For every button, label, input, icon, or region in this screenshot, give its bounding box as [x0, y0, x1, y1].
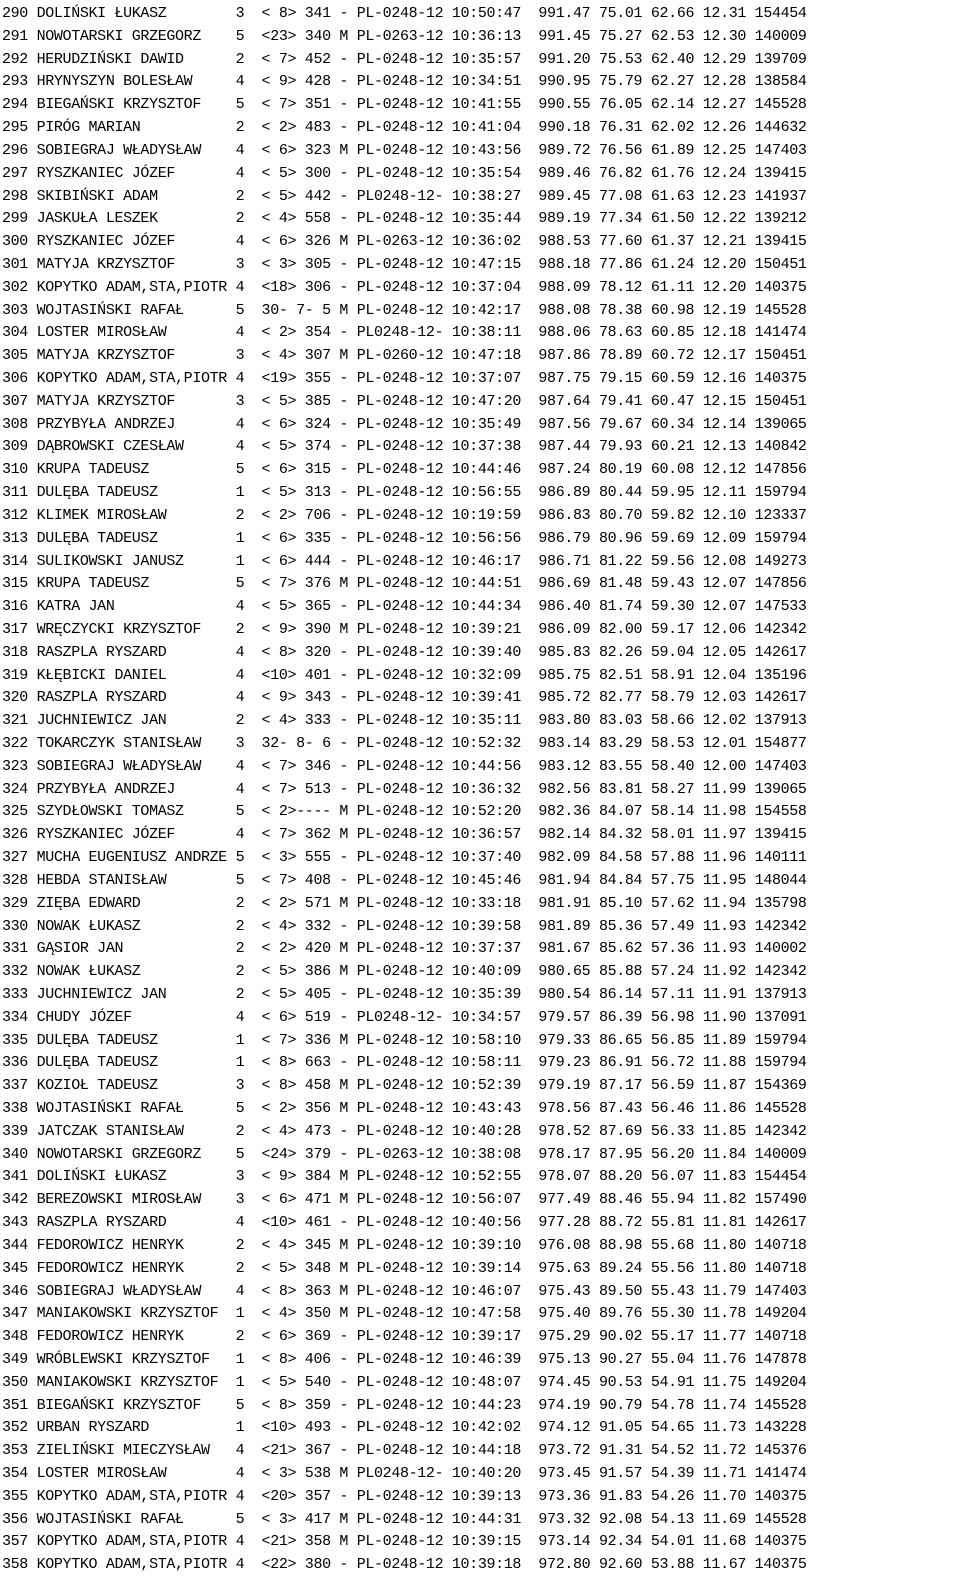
- result-row: 326 RYSZKANIEC JÓZEF 4 < 7> 362 M PL-0248-12 10:36:57 982.14 84.32 58.01 11.97 139415: [2, 826, 807, 844]
- result-row: 327 MUCHA EUGENIUSZ ANDRZE 5 < 3> 555 - PL-0248-12 10:37:40 982.09 84.58 57.88 11.96 140111: [2, 849, 807, 867]
- result-row: 319 KŁĘBICKI DANIEL 4 <10> 401 - PL-0248-12 10:32:09 985.75 82.51 58.91 12.04 135196: [2, 666, 807, 684]
- result-row: 297 RYSZKANIEC JÓZEF 4 < 5> 300 - PL-0248-12 10:35:54 989.46 76.82 61.76 12.24 139415: [2, 164, 807, 182]
- result-row: 298 SKIBIŃSKI ADAM 2 < 5> 442 - PL0248-12- 10:38:27 989.45 77.08 61.63 12.23 141937: [2, 187, 807, 205]
- result-row: 324 PRZYBYŁA ANDRZEJ 4 < 7> 513 - PL-0248-12 10:36:32 982.56 83.81 58.27 11.99 139065: [2, 780, 807, 798]
- result-row: 356 WOJTASIŃSKI RAFAŁ 5 < 3> 417 M PL-0248-12 10:44:31 973.32 92.08 54.13 11.69 145528: [2, 1510, 807, 1528]
- result-row: 295 PIRÓG MARIAN 2 < 2> 483 - PL-0248-12 10:41:04 990.18 76.31 62.02 12.26 144632: [2, 119, 807, 137]
- result-row: 306 KOPYTKO ADAM,STA,PIOTR 4 <19> 355 - PL-0248-12 10:37:07 987.75 79.15 60.59 12.16 140375: [2, 370, 807, 387]
- result-row: 313 DULĘBA TADEUSZ 1 < 6> 335 - PL-0248-12 10:56:56 986.79 80.96 59.69 12.09 159794: [2, 529, 807, 547]
- result-row: 358 KOPYTKO ADAM,STA,PIOTR 4 <22> 380 - PL-0248-12 10:39:18 972.80 92.60 53.88 11.67 140375: [2, 1556, 807, 1574]
- result-row: 353 ZIELIŃSKI MIECZYSŁAW 4 <21> 367 - PL-0248-12 10:44:18 973.72 91.31 54.52 11.72 145376: [2, 1442, 807, 1460]
- result-row: 338 WOJTASIŃSKI RAFAŁ 5 < 2> 356 M PL-0248-12 10:43:43 978.56 87.43 56.46 11.86 145528: [2, 1100, 807, 1117]
- result-row: 355 KOPYTKO ADAM,STA,PIOTR 4 <20> 357 - PL-0248-12 10:39:13 973.36 91.83 54.26 11.70 140375: [2, 1487, 807, 1505]
- result-row: 292 HERUDZIŃSKI DAWID 2 < 7> 452 - PL-0248-12 10:35:57 991.20 75.53 62.40 12.29 139709: [2, 50, 807, 68]
- result-row: 350 MANIAKOWSKI KRZYSZTOF 1 < 5> 540 - PL-0248-12 10:48:07 974.45 90.53 54.91 11.75 149204: [2, 1373, 807, 1391]
- result-row: 357 KOPYTKO ADAM,STA,PIOTR 4 <21> 358 M PL-0248-12 10:39:15 973.14 92.34 54.01 11.68 140375: [2, 1533, 807, 1551]
- result-row: 354 LOSTER MIROSŁAW 4 < 3> 538 M PL0248-12- 10:40:20 973.45 91.57 54.39 11.71 141474: [2, 1465, 807, 1482]
- result-row: 349 WRÓBLEWSKI KRZYSZTOF 1 < 8> 406 - PL-0248-12 10:46:39 975.13 90.27 55.04 11.76 147878: [2, 1350, 807, 1368]
- result-row: 328 HEBDA STANISŁAW 5 < 7> 408 - PL-0248-12 10:45:46 981.94 84.84 57.75 11.95 148044: [2, 871, 807, 889]
- result-row: 300 RYSZKANIEC JÓZEF 4 < 6> 326 M PL-0263-12 10:36:02 988.53 77.60 61.37 12.21 139415: [2, 233, 807, 251]
- result-row: 347 MANIAKOWSKI KRZYSZTOF 1 < 4> 350 M PL-0248-12 10:47:58 975.40 89.76 55.30 11.78 149204: [2, 1305, 807, 1323]
- result-row: 290 DOLIŃSKI ŁUKASZ 3 < 8> 341 - PL-0248-12 10:50:47 991.47 75.01 62.66 12.31 154454: [2, 5, 807, 22]
- result-row: 323 SOBIEGRAJ WŁADYSŁAW 4 < 7> 346 - PL-0248-12 10:44:56 983.12 83.55 58.40 12.00 147403: [2, 757, 807, 775]
- result-row: 343 RASZPLA RYSZARD 4 <10> 461 - PL-0248-12 10:40:56 977.28 88.72 55.81 11.81 142617: [2, 1214, 807, 1232]
- result-row: 312 KLIMEK MIROSŁAW 2 < 2> 706 - PL-0248-12 10:19:59 986.83 80.70 59.82 12.10 123337: [2, 506, 807, 524]
- result-row: 320 RASZPLA RYSZARD 4 < 9> 343 - PL-0248-12 10:39:41 985.72 82.77 58.79 12.03 142617: [2, 689, 807, 707]
- result-row: 299 JASKUŁA LESZEK 2 < 4> 558 - PL-0248-12 10:35:44 989.19 77.34 61.50 12.22 139212: [2, 210, 807, 228]
- result-row: 336 DULĘBA TADEUSZ 1 < 8> 663 - PL-0248-12 10:58:11 979.23 86.91 56.72 11.88 159794: [2, 1054, 807, 1072]
- result-row: 344 FEDOROWICZ HENRYK 2 < 4> 345 M PL-0248-12 10:39:10 976.08 88.98 55.68 11.80 140718: [2, 1236, 807, 1254]
- result-row: 352 URBAN RYSZARD 1 <10> 493 - PL-0248-12 10:42:02 974.12 91.05 54.65 11.73 143228: [2, 1419, 807, 1437]
- result-row: 305 MATYJA KRZYSZTOF 3 < 4> 307 M PL-0260-12 10:47:18 987.86 78.89 60.72 12.17 150451: [2, 347, 807, 365]
- result-row: 302 KOPYTKO ADAM,STA,PIOTR 4 <18> 306 - PL-0248-12 10:37:04 988.09 78.12 61.11 12.20 140375: [2, 278, 807, 296]
- result-row: 332 NOWAK ŁUKASZ 2 < 5> 386 M PL-0248-12 10:40:09 980.65 85.88 57.24 11.92 142342: [2, 963, 807, 981]
- result-row: 309 DĄBROWSKI CZESŁAW 4 < 5> 374 - PL-0248-12 10:37:38 987.44 79.93 60.21 12.13 140842: [2, 438, 807, 456]
- result-row: 321 JUCHNIEWICZ JAN 2 < 4> 333 - PL-0248-12 10:35:11 983.80 83.03 58.66 12.02 137913: [2, 712, 807, 730]
- result-row: 303 WOJTASIŃSKI RAFAŁ 5 30- 7- 5 M PL-0248-12 10:42:17 988.08 78.38 60.98 12.19 145528: [2, 301, 807, 319]
- result-row: 294 BIEGAŃSKI KRZYSZTOF 5 < 7> 351 - PL-0248-12 10:41:55 990.55 76.05 62.14 12.27 145528: [2, 96, 807, 114]
- result-row: 325 SZYDŁOWSKI TOMASZ 5 < 2>---- M PL-0248-12 10:52:20 982.36 84.07 58.14 11.98 154558: [2, 803, 807, 821]
- result-row: 330 NOWAK ŁUKASZ 2 < 4> 332 - PL-0248-12 10:39:58 981.89 85.36 57.49 11.93 142342: [2, 917, 807, 935]
- result-row: 334 CHUDY JÓZEF 4 < 6> 519 - PL0248-12- 10:34:57 979.57 86.39 56.98 11.90 137091: [2, 1008, 807, 1026]
- result-row: 348 FEDOROWICZ HENRYK 2 < 6> 369 - PL-0248-12 10:39:17 975.29 90.02 55.17 11.77 140718: [2, 1328, 807, 1346]
- result-row: 340 NOWOTARSKI GRZEGORZ 5 <24> 379 - PL-0263-12 10:38:08 978.17 87.95 56.20 11.84 140009: [2, 1145, 807, 1163]
- result-row: 346 SOBIEGRAJ WŁADYSŁAW 4 < 8> 363 M PL-0248-12 10:46:07 975.43 89.50 55.43 11.79 147403: [2, 1282, 807, 1300]
- result-row: 317 WRĘCZYCKI KRZYSZTOF 2 < 9> 390 M PL-0248-12 10:39:21 986.09 82.00 59.17 12.06 142342: [2, 620, 807, 638]
- result-row: 293 HRYNYSZYN BOLESŁAW 4 < 9> 428 - PL-0248-12 10:34:51 990.95 75.79 62.27 12.28 138584: [2, 73, 807, 91]
- result-row: 301 MATYJA KRZYSZTOF 3 < 3> 305 - PL-0248-12 10:47:15 988.18 77.86 61.24 12.20 150451: [2, 255, 807, 273]
- result-row: 341 DOLIŃSKI ŁUKASZ 3 < 9> 384 M PL-0248-12 10:52:55 978.07 88.20 56.07 11.83 154454: [2, 1168, 807, 1186]
- result-row: 296 SOBIEGRAJ WŁADYSŁAW 4 < 6> 323 M PL-0248-12 10:43:56 989.72 76.56 61.89 12.25 147403: [2, 141, 807, 159]
- result-row: 329 ZIĘBA EDWARD 2 < 2> 571 M PL-0248-12 10:33:18 981.91 85.10 57.62 11.94 135798: [2, 894, 807, 912]
- result-row: 345 FEDOROWICZ HENRYK 2 < 5> 348 M PL-0248-12 10:39:14 975.63 89.24 55.56 11.80 140718: [2, 1259, 807, 1277]
- result-row: 333 JUCHNIEWICZ JAN 2 < 5> 405 - PL-0248-12 10:35:39 980.54 86.14 57.11 11.91 137913: [2, 985, 807, 1003]
- result-row: 331 GĄSIOR JAN 2 < 2> 420 M PL-0248-12 10:37:37 981.67 85.62 57.36 11.93 140002: [2, 940, 807, 958]
- result-row: 310 KRUPA TADEUSZ 5 < 6> 315 - PL-0248-12 10:44:46 987.24 80.19 60.08 12.12 147856: [2, 461, 807, 479]
- result-row: 322 TOKARCZYK STANISŁAW 3 32- 8- 6 - PL-0248-12 10:52:32 983.14 83.29 58.53 12.01 154877: [2, 735, 807, 752]
- result-row: 315 KRUPA TADEUSZ 5 < 7> 376 M PL-0248-12 10:44:51 986.69 81.48 59.43 12.07 147856: [2, 575, 807, 593]
- result-row: 308 PRZYBYŁA ANDRZEJ 4 < 6> 324 - PL-0248-12 10:35:49 987.56 79.67 60.34 12.14 139065: [2, 415, 807, 433]
- result-row: 311 DULĘBA TADEUSZ 1 < 5> 313 - PL-0248-12 10:56:55 986.89 80.44 59.95 12.11 159794: [2, 484, 807, 502]
- result-row: 318 RASZPLA RYSZARD 4 < 8> 320 - PL-0248-12 10:39:40 985.83 82.26 59.04 12.05 142617: [2, 643, 807, 661]
- result-row: 337 KOZIOŁ TADEUSZ 3 < 8> 458 M PL-0248-12 10:52:39 979.19 87.17 56.59 11.87 154369: [2, 1077, 807, 1095]
- result-row: 291 NOWOTARSKI GRZEGORZ 5 <23> 340 M PL-0263-12 10:36:13 991.45 75.27 62.53 12.30 140009: [2, 27, 807, 45]
- result-row: 307 MATYJA KRZYSZTOF 3 < 5> 385 - PL-0248-12 10:47:20 987.64 79.41 60.47 12.15 150451: [2, 392, 807, 410]
- result-row: 351 BIEGAŃSKI KRZYSZTOF 5 < 8> 359 - PL-0248-12 10:44:23 974.19 90.79 54.78 11.74 145528: [2, 1396, 807, 1414]
- result-row: 342 BEREZOWSKI MIROSŁAW 3 < 6> 471 M PL-0248-12 10:56:07 977.49 88.46 55.94 11.82 157490: [2, 1191, 807, 1209]
- result-row: 339 JATCZAK STANISŁAW 2 < 4> 473 - PL-0248-12 10:40:28 978.52 87.69 56.33 11.85 142342: [2, 1122, 807, 1140]
- result-row: 335 DULĘBA TADEUSZ 1 < 7> 336 M PL-0248-12 10:58:10 979.33 86.65 56.85 11.89 159794: [2, 1031, 807, 1049]
- result-row: 316 KATRA JAN 4 < 5> 365 - PL-0248-12 10:44:34 986.40 81.74 59.30 12.07 147533: [2, 598, 807, 616]
- result-row: 314 SULIKOWSKI JANUSZ 1 < 6> 444 - PL-0248-12 10:46:17 986.71 81.22 59.56 12.08 149273: [2, 552, 807, 570]
- result-row: 304 LOSTER MIROSŁAW 4 < 2> 354 - PL0248-12- 10:38:11 988.06 78.63 60.85 12.18 141474: [2, 324, 807, 342]
